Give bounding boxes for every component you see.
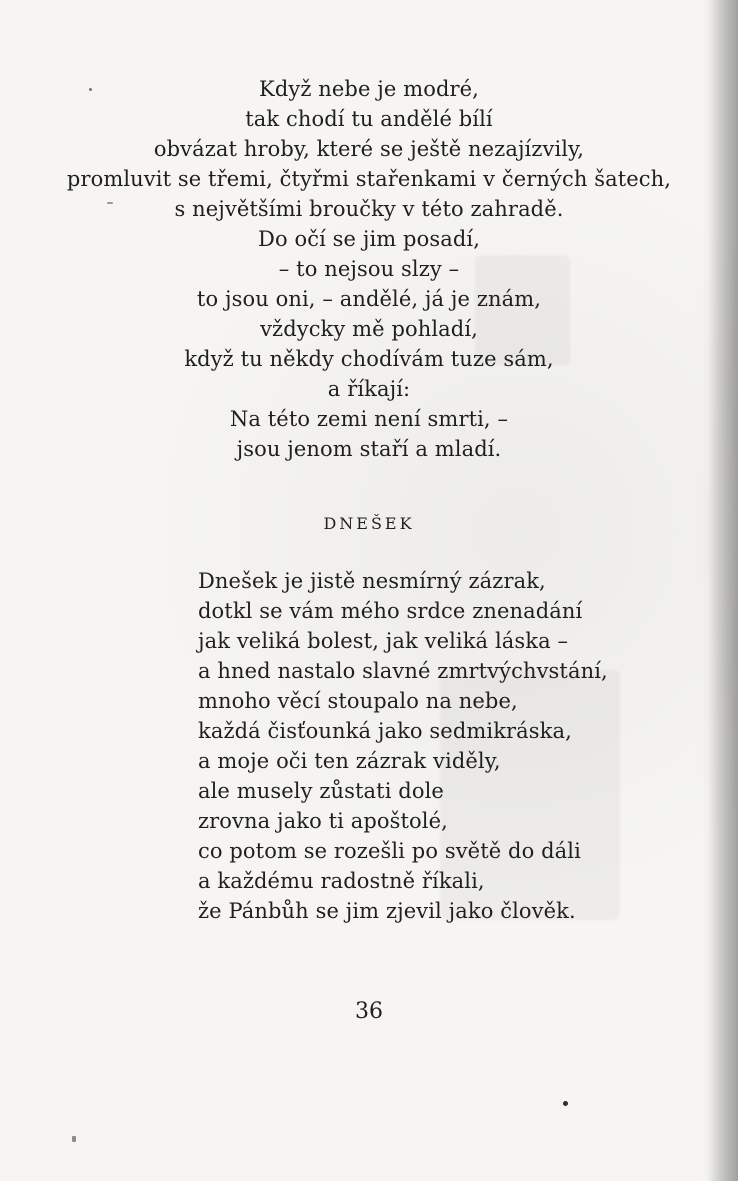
paper-speck bbox=[563, 1101, 568, 1106]
poem-line: a říkají: bbox=[327, 377, 411, 401]
poem-first bbox=[0, 74, 738, 464]
poem-line: to jsou oni, – andělé, já je znám, bbox=[196, 287, 542, 311]
poem-line: mnoho věcí stoupalo na nebe, bbox=[198, 689, 518, 713]
poem-line: tak chodí tu andělé bílí bbox=[245, 107, 493, 131]
paper-speck bbox=[89, 88, 92, 91]
poem-line: vždycky mě pohladí, bbox=[260, 317, 478, 341]
poem-line: ale musely zůstati dole bbox=[198, 779, 444, 803]
poem-second bbox=[198, 566, 718, 926]
poem-line: Do očí se jim posadí, bbox=[258, 227, 480, 251]
paper-speck bbox=[72, 1136, 76, 1142]
poem-line: když tu někdy chodívám tuze sám, bbox=[184, 347, 554, 371]
poem-line: Na této zemi není smrti, – bbox=[229, 407, 509, 431]
poem-line: Když nebe je modré, bbox=[259, 77, 479, 101]
poem-line: a každému radostně říkali, bbox=[198, 869, 485, 893]
poem-line: co potom se rozešli po světě do dáli bbox=[198, 839, 581, 863]
poem-line: zrovna jako ti apoštolé, bbox=[198, 809, 448, 833]
poem-line: s největšími broučky v této zahradě. bbox=[174, 197, 564, 221]
poem-line: každá čisťounká jako sedmikráska, bbox=[198, 719, 572, 743]
poem-line: že Pánbůh se jim zjevil jako člověk. bbox=[198, 899, 576, 923]
poem-line: jsou jenom staří a mladí. bbox=[236, 437, 502, 461]
poem-line: jak veliká bolest, jak veliká láska – bbox=[198, 629, 569, 653]
poem-line: a hned nastalo slavné zmrtvýchvstání, bbox=[198, 659, 608, 683]
poem-line: – to nejsou slzy – bbox=[278, 257, 460, 281]
section-title: DNEŠEK bbox=[323, 514, 415, 533]
paper-speck bbox=[107, 202, 113, 204]
poem-line: Dnešek je jistě nesmírný zázrak, bbox=[198, 569, 546, 593]
poem-line: a moje oči ten zázrak viděly, bbox=[198, 749, 501, 773]
poem-line: obvázat hroby, které se ještě nezajízvily, bbox=[153, 137, 585, 161]
poem-line: promluvit se třemi, čtyřmi stařenkami v černých šatech, bbox=[66, 167, 672, 191]
poem-line: dotkl se vám mého srdce znenadání bbox=[198, 599, 583, 623]
page-number: 36 bbox=[355, 999, 383, 1024]
